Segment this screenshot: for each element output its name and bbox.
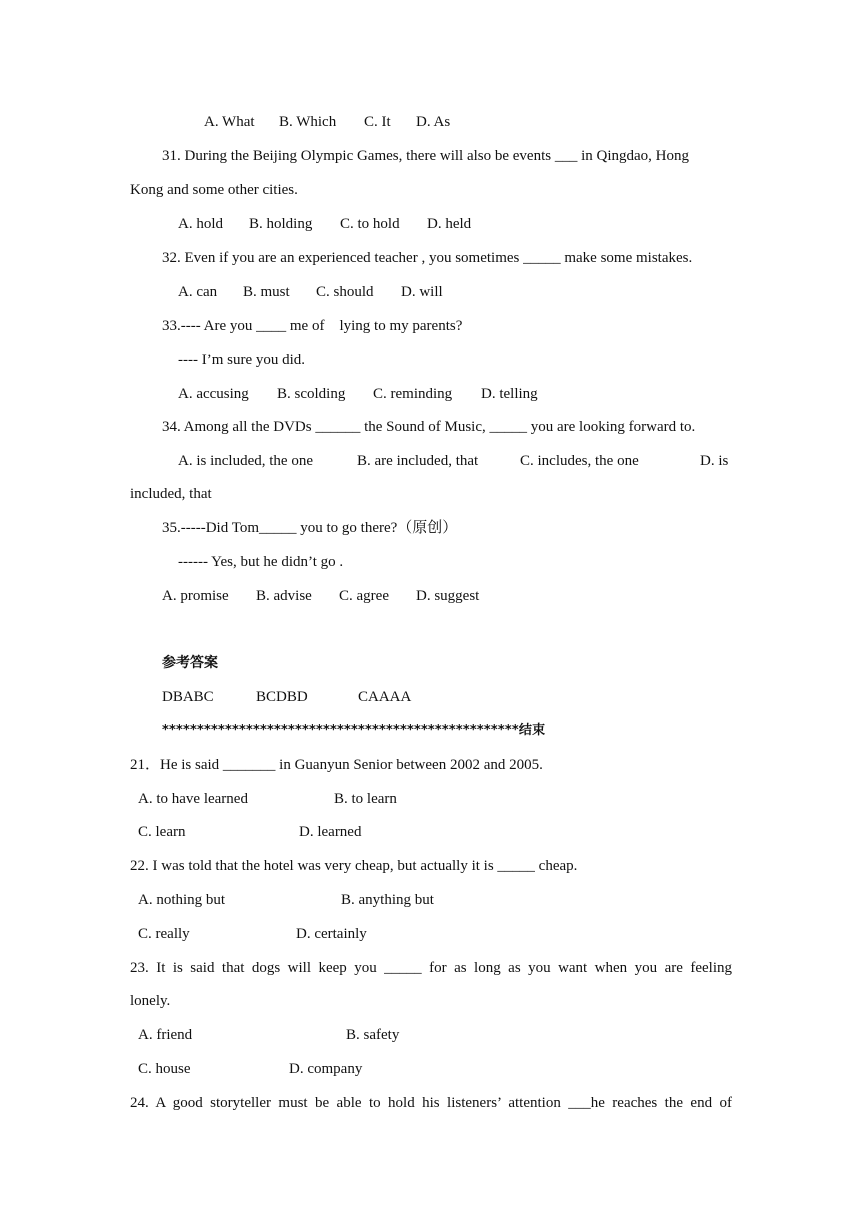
q32-option-c: C. should bbox=[316, 284, 374, 300]
q23-option-d: D. company bbox=[289, 1061, 363, 1077]
answers-heading: 参考答案 bbox=[162, 655, 218, 671]
q34-question: 34. Among all the DVDs ______ the Sound of Music, _____ you are looking forward to. bbox=[162, 419, 696, 435]
q31-option-a: A. hold bbox=[178, 216, 223, 232]
q33-option-a: A. accusing bbox=[178, 386, 249, 402]
answer-group-2: BCDBD bbox=[256, 689, 308, 705]
q35-option-a: A. promise bbox=[162, 588, 229, 604]
q22-question: 22. I was told that the hotel was very cheap, but actually it is _____ cheap. bbox=[130, 858, 578, 874]
q32-option-d: D. will bbox=[401, 284, 443, 300]
q23-question-line1: 23. It is said that dogs will keep you _____ for as long as you want when you are feeling bbox=[130, 960, 732, 976]
q35-option-c: C. agree bbox=[339, 588, 389, 604]
q30-option-d: D. As bbox=[416, 114, 451, 130]
q31-option-c: C. to hold bbox=[340, 216, 400, 232]
q22-option-d: D. certainly bbox=[296, 926, 367, 942]
q33-option-d: D. telling bbox=[481, 386, 538, 402]
end-marker-line: ***************************************************结束 bbox=[162, 723, 546, 738]
q21-option-b: B. to learn bbox=[334, 791, 397, 807]
q23-option-b: B. safety bbox=[346, 1027, 400, 1043]
q30-option-c: C. It bbox=[364, 114, 391, 130]
q21-option-c: C. learn bbox=[138, 824, 186, 840]
q23-option-c: C. house bbox=[138, 1061, 191, 1077]
q31-option-b: B. holding bbox=[249, 216, 313, 232]
q22-option-a: A. nothing but bbox=[138, 892, 226, 908]
q23-question-line2: lonely. bbox=[130, 993, 171, 1009]
q21-option-d: D. learned bbox=[299, 824, 362, 840]
answer-group-3: CAAAA bbox=[358, 689, 412, 705]
answer-group-1: DBABC bbox=[162, 689, 214, 705]
q32-option-b: B. must bbox=[243, 284, 290, 300]
q34-option-d: D. is bbox=[700, 453, 729, 469]
q23-option-a: A. friend bbox=[138, 1027, 193, 1043]
q35-reply: ------ Yes, but he didn’t go . bbox=[178, 554, 344, 570]
q33-question: 33.---- Are you ____ me of lying to my parents? bbox=[162, 318, 463, 334]
q33-reply: ---- I’m sure you did. bbox=[178, 352, 306, 368]
q21-question: 21．He is said _______ in Guanyun Senior between 2002 and 2005. bbox=[130, 757, 543, 773]
q35-option-d: D. suggest bbox=[416, 588, 480, 604]
q32-question: 32. Even if you are an experienced teacher , you sometimes _____ make some mistakes. bbox=[162, 250, 693, 266]
q31-question-line2: Kong and some other cities. bbox=[130, 182, 298, 198]
q22-option-c: C. really bbox=[138, 926, 190, 942]
q21-option-a: A. to have learned bbox=[138, 791, 248, 807]
q35-question: 35.-----Did Tom_____ you to go there?（原创） bbox=[162, 520, 458, 536]
q34-option-b: B. are included, that bbox=[357, 453, 479, 469]
q35-option-b: B. advise bbox=[256, 588, 312, 604]
q31-question-line1: 31. During the Beijing Olympic Games, there will also be events ___ in Qingdao, Hong bbox=[162, 148, 689, 164]
q31-option-d: D. held bbox=[427, 216, 472, 232]
q34-option-c: C. includes, the one bbox=[520, 453, 639, 469]
q34-option-a: A. is included, the one bbox=[178, 453, 313, 469]
q33-option-b: B. scolding bbox=[277, 386, 346, 402]
q34-option-d-continuation: included, that bbox=[130, 486, 212, 502]
q22-option-b: B. anything but bbox=[341, 892, 434, 908]
q30-option-a: A. What bbox=[204, 114, 255, 130]
q33-option-c: C. reminding bbox=[373, 386, 453, 402]
q24-question-line1: 24. A good storyteller must be able to hold his listeners’ attention ___he reaches the end of bbox=[130, 1095, 732, 1111]
q30-option-b: B. Which bbox=[279, 114, 337, 130]
q32-option-a: A. can bbox=[178, 284, 218, 300]
